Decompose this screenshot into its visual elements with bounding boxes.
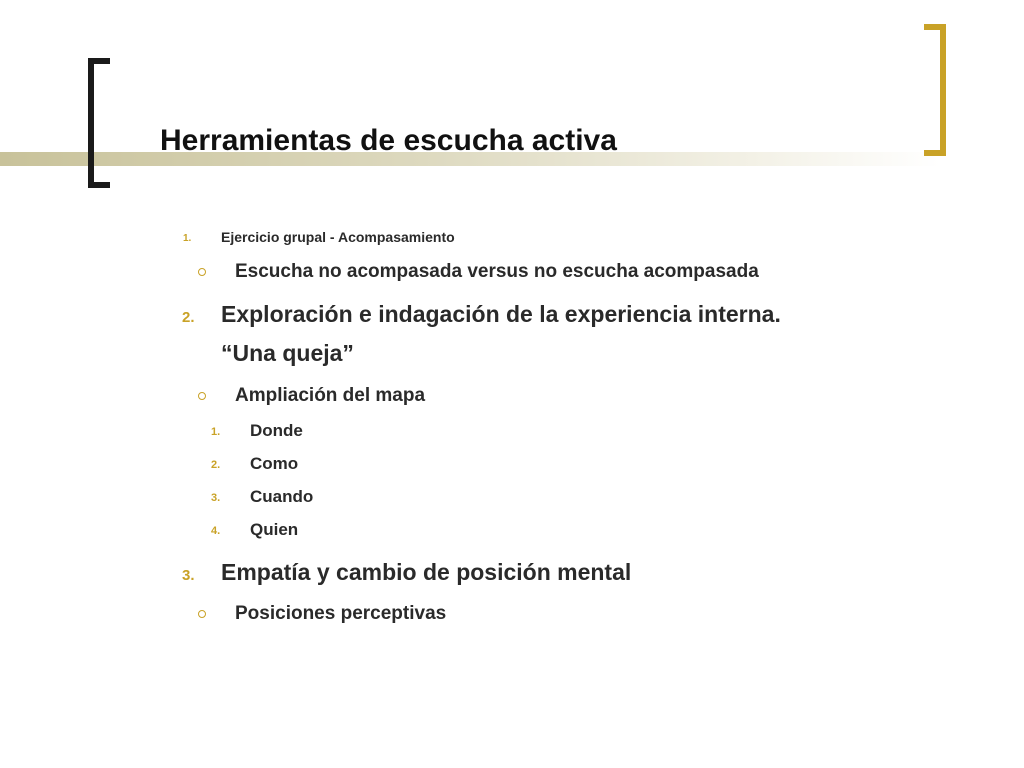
list-number: 2. (211, 459, 221, 471)
list-item-text: Como (250, 454, 299, 473)
list-item-text: Ejercicio grupal - Acompasamiento (221, 229, 455, 245)
ring-bullet-icon (198, 268, 206, 276)
right-bracket-decoration (924, 24, 946, 156)
list-number: 3. (182, 567, 195, 584)
list-number: 1. (211, 426, 221, 438)
page-title: Herramientas de escucha activa (160, 124, 617, 157)
list-item-text: Donde (250, 421, 303, 440)
list-number: 4. (211, 525, 221, 537)
list-item-text: Posiciones perceptivas (235, 603, 447, 624)
ring-bullet-icon (198, 392, 206, 400)
list-item-text: Exploración e indagación de la experiencia interna. (221, 301, 781, 327)
ring-bullet-icon (198, 610, 206, 618)
list-number: 3. (211, 492, 221, 504)
list-item-text: Ampliación del mapa (235, 385, 426, 406)
list-item-text-line2: “Una queja” (221, 340, 354, 366)
list-item-text: Empatía y cambio de posición mental (221, 559, 632, 585)
left-bracket-decoration (88, 58, 110, 188)
list-item-text: Quien (250, 520, 299, 539)
list-number: 1. (183, 233, 192, 244)
list-item-text: Escucha no acompasada versus no escucha acompasada (235, 261, 759, 282)
list-number: 2. (182, 309, 195, 326)
list-item-text: Cuando (250, 487, 314, 506)
